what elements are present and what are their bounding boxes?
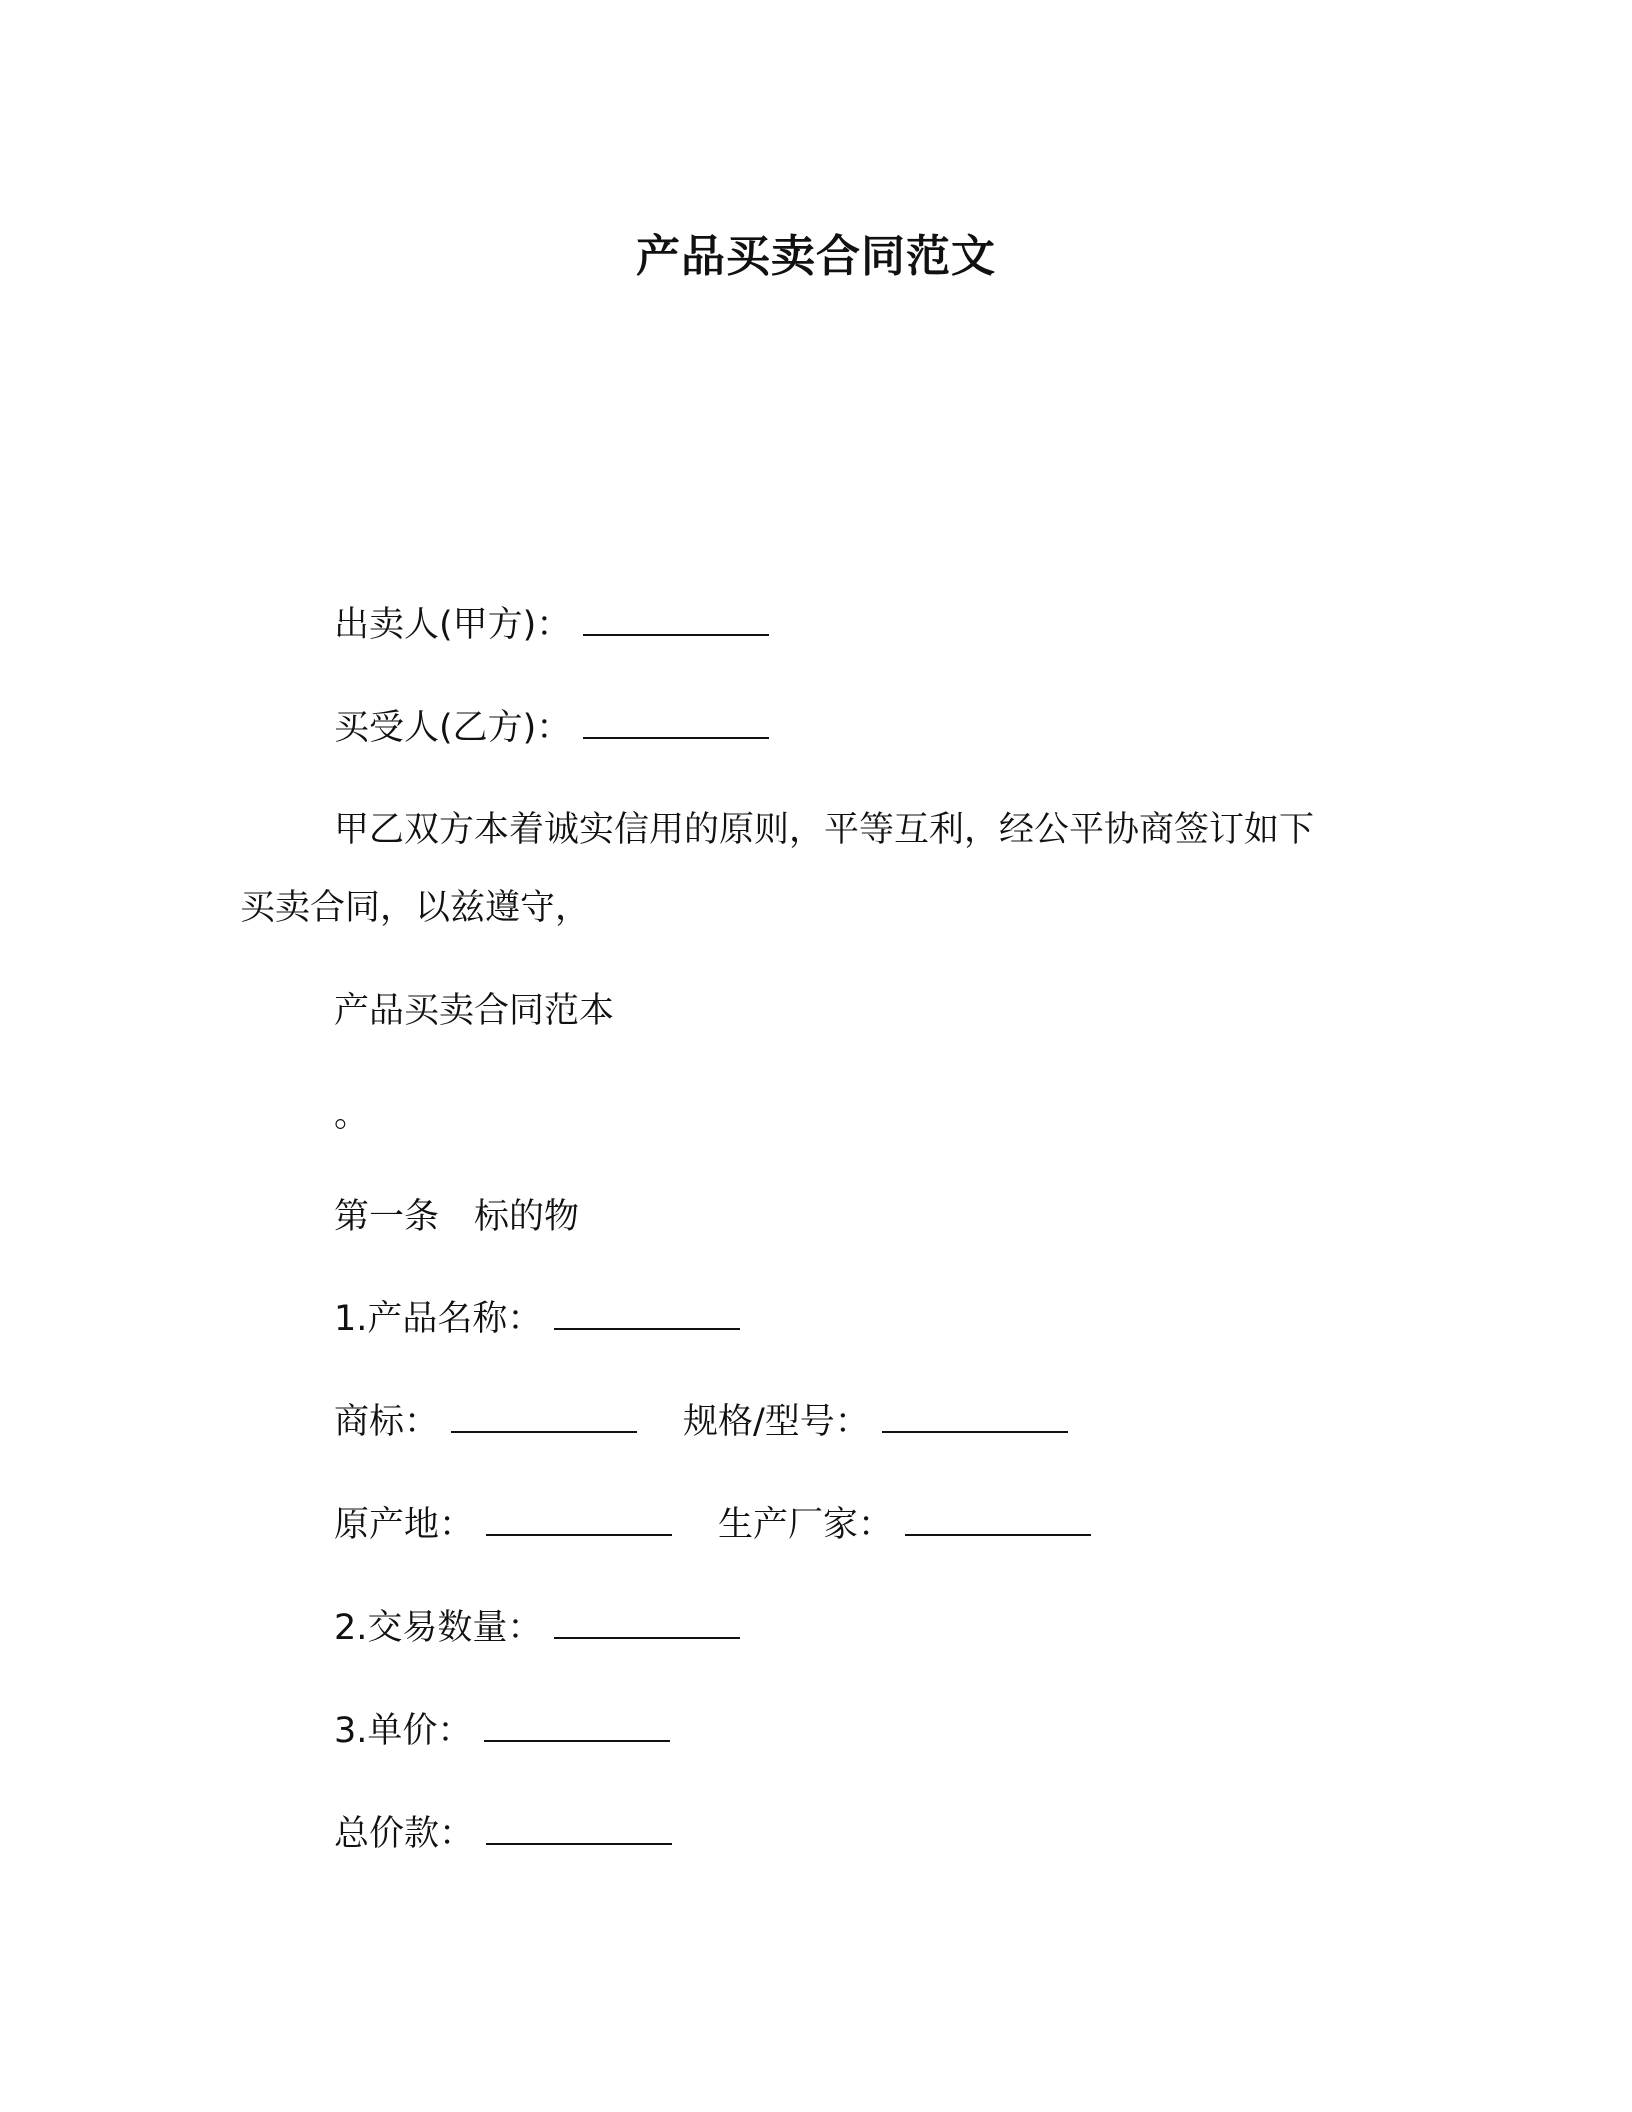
product-name-blank[interactable] <box>554 1298 740 1330</box>
period-mark: 。 <box>334 1095 370 1135</box>
manufacturer-blank[interactable] <box>905 1504 1091 1536</box>
origin-label: 原产地： <box>334 1505 475 1545</box>
buyer-line <box>334 700 769 750</box>
seller-label: 出卖人(甲方)： <box>334 605 572 645</box>
seller-blank[interactable] <box>583 604 769 636</box>
unit-price-line <box>334 1703 670 1753</box>
template-name: 产品买卖合同范本 <box>334 991 615 1031</box>
trademark-label: 商标： <box>334 1402 440 1442</box>
trademark-blank[interactable] <box>451 1401 637 1433</box>
document-title: 产品买卖合同范文 <box>636 231 996 282</box>
origin-manufacturer-line <box>334 1497 1091 1547</box>
product-name-line <box>334 1291 740 1341</box>
intro-line-2: 买卖合同，以兹遵守， <box>240 888 591 928</box>
unit-price-label: 3.单价： <box>334 1711 473 1751</box>
total-price-label: 总价款： <box>334 1814 475 1854</box>
total-price-line <box>334 1806 672 1856</box>
seller-line <box>334 597 769 647</box>
trademark-spec-line <box>334 1394 1068 1444</box>
spec-label: 规格/型号： <box>683 1402 870 1442</box>
buyer-blank[interactable] <box>583 707 769 739</box>
quantity-label: 2.交易数量： <box>334 1608 543 1648</box>
article1-heading: 第一条 标的物 <box>334 1197 580 1237</box>
total-price-blank[interactable] <box>486 1813 672 1845</box>
quantity-line <box>334 1600 740 1650</box>
spec-blank[interactable] <box>882 1401 1068 1433</box>
quantity-blank[interactable] <box>554 1607 740 1639</box>
buyer-label: 买受人(乙方)： <box>334 708 572 748</box>
origin-blank[interactable] <box>486 1504 672 1536</box>
intro-line-1: 甲乙双方本着诚实信用的原则，平等互利，经公平协商签订如下 <box>334 810 1315 850</box>
product-name-label: 1.产品名称： <box>334 1299 543 1339</box>
unit-price-blank[interactable] <box>484 1710 670 1742</box>
manufacturer-label: 生产厂家： <box>718 1505 894 1545</box>
